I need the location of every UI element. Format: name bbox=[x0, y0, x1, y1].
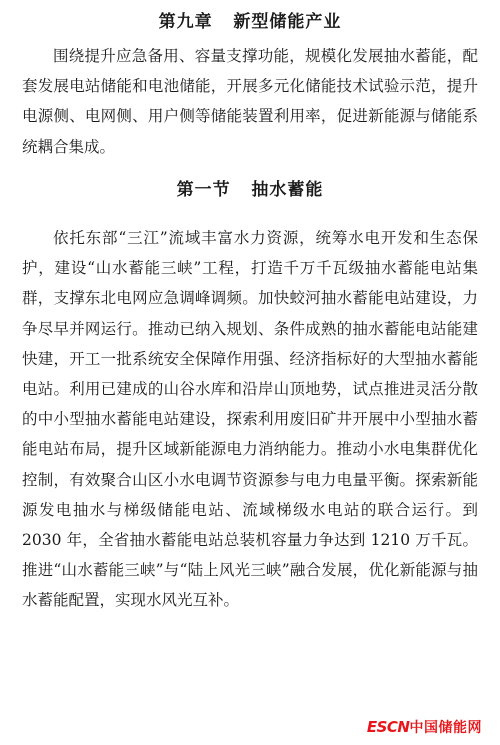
escn-watermark-logo bbox=[367, 718, 482, 737]
watermark-latin: ESCN bbox=[366, 718, 410, 736]
section-title: 第一节 抽水蓄能 bbox=[176, 180, 324, 200]
chapter-title: 第九章 新型储能产业 bbox=[158, 12, 342, 32]
section-body-paragraph: 依托东部“三江”流域丰富水力资源，统筹水电开发和生态保护，建设“山水蓄能三峡”工程，打造千万千瓦级抽水蓄能电站集群，支撑东北电网应急调峰调频。加快蛟河抽水蓄能电站建设，力争尽早并网运行。推动已纳入规划、条件成熟的抽水蓄能电站能建快建，开工一批系统安全保障作用强、经济指标好的大型抽水蓄能电站。利用已建成的山谷水库和沿岸山顶地势，试点推进灵活分散的中小型抽水蓄能电站建设，探索利用废旧矿井开展中小型抽水蓄能电站布局，提升区域新能源电力消纳能力。推动小水电集群优化控制，有效聚合山区小水电调节资源参与电力电量平衡。探索新能源发电抽水与梯级储能电站、流域梯级水电站的联合运行。到 2030 年，全省抽水蓄能电站总装机容量力争达到 1210 万千瓦。推进“山水蓄能三峡”与“陆上风光三峡”融合发展，优化新能源与抽水蓄能配置，实现水风光互补。 bbox=[22, 229, 478, 610]
chapter-intro-paragraph: 围绕提升应急备用、容量支撑功能，规模化发展抽水蓄能，配套发展电站储能和电池储能，开展多元化储能技术试验示范，提升电源侧、电网侧、用户侧等储能装置利用率，促进新能源与储能系统耦合集成。 bbox=[22, 47, 478, 156]
watermark-chinese: 中国储能网 bbox=[409, 720, 482, 736]
